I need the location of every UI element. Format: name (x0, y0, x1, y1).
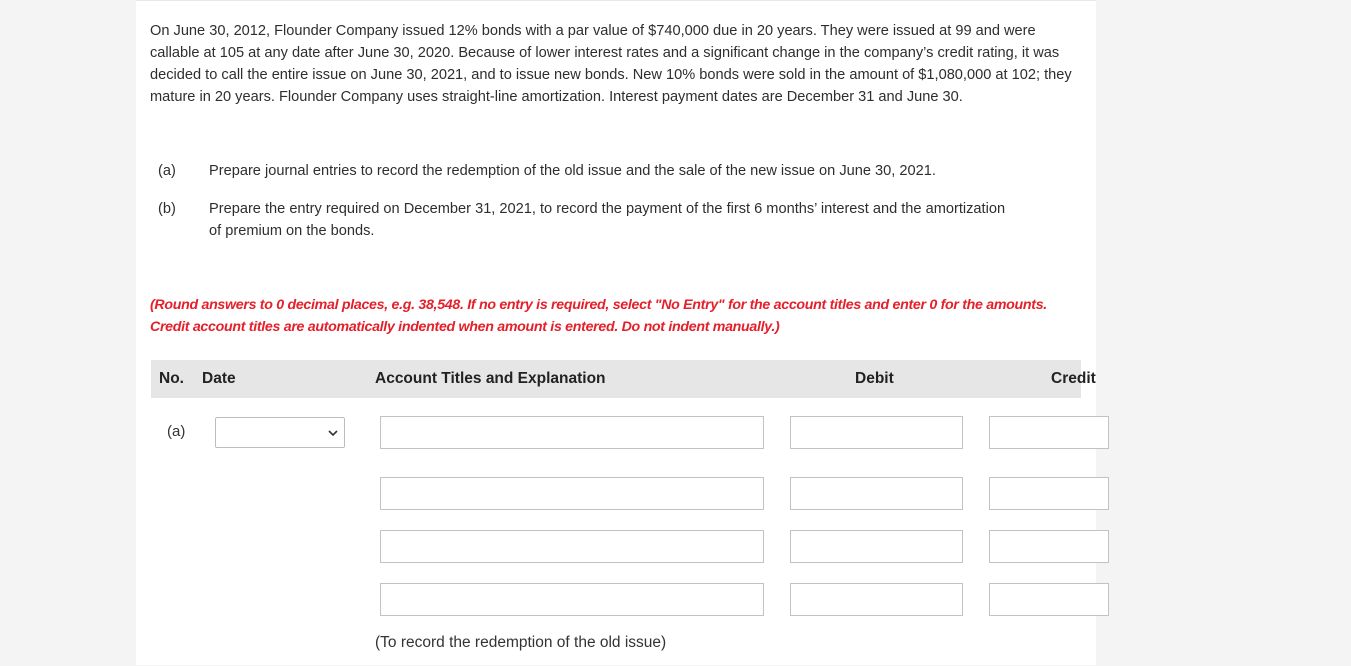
account-title-input[interactable] (380, 583, 764, 616)
account-title-input[interactable] (380, 530, 764, 563)
rounding-instructions: (Round answers to 0 decimal places, e.g. 38,548. If no entry is required, select "No Entry" for the account titles and enter 0 for the amounts. Credit account titles are automatically indented when amount is entered. Do not indent manually.) (150, 297, 1047, 335)
header-account-titles: Account Titles and Explanation (375, 370, 606, 387)
account-title-input[interactable] (380, 477, 764, 510)
part-a-text: Prepare journal entries to record the redemption of the old issue and the sale of the new issue on June 30, 2021. (209, 163, 936, 179)
debit-input[interactable] (790, 416, 963, 449)
chevron-down-icon (328, 429, 338, 437)
journal-entry-table (136, 1, 1096, 666)
question-panel (136, 0, 1096, 665)
credit-input[interactable] (989, 583, 1109, 616)
credit-input[interactable] (989, 477, 1109, 510)
header-date: Date (202, 370, 236, 387)
debit-input[interactable] (790, 583, 963, 616)
debit-input[interactable] (790, 530, 963, 563)
table-header (151, 360, 1096, 398)
credit-input[interactable] (989, 416, 1109, 449)
entry-explanation: (To record the redemption of the old issue) (375, 634, 667, 651)
part-b-text: Prepare the entry required on December 31, 2021, to record the payment of the first 6 months’ interest and the amortization of premium on the bonds. (209, 201, 1006, 239)
header-no: No. (159, 370, 184, 387)
entry-label: (a) (167, 423, 186, 440)
header-credit: Credit (1051, 370, 1096, 387)
credit-input[interactable] (989, 530, 1109, 563)
date-select[interactable] (215, 417, 345, 448)
account-title-input[interactable] (380, 416, 764, 449)
header-debit: Debit (855, 370, 894, 387)
problem-statement: On June 30, 2012, Flounder Company issued 12% bonds with a par value of $740,000 due in 20 years. They were issued at 99 and were callable at 105 at any date after June 30, 2020. Because of lower interest rates and a significant change in the company’s credit rating, it was decided to call the entire issue on June 30, 2021, and to issue new bonds. New 10% bonds were sold in the amount of $1,080,000 at 102; they mature in 20 years. Flounder Company uses straight-line amortization. Interest payment dates are December 31 and June 30. (150, 23, 1072, 105)
debit-input[interactable] (790, 477, 963, 510)
part-b-label: (b) (158, 201, 176, 217)
part-a-label: (a) (158, 163, 176, 179)
